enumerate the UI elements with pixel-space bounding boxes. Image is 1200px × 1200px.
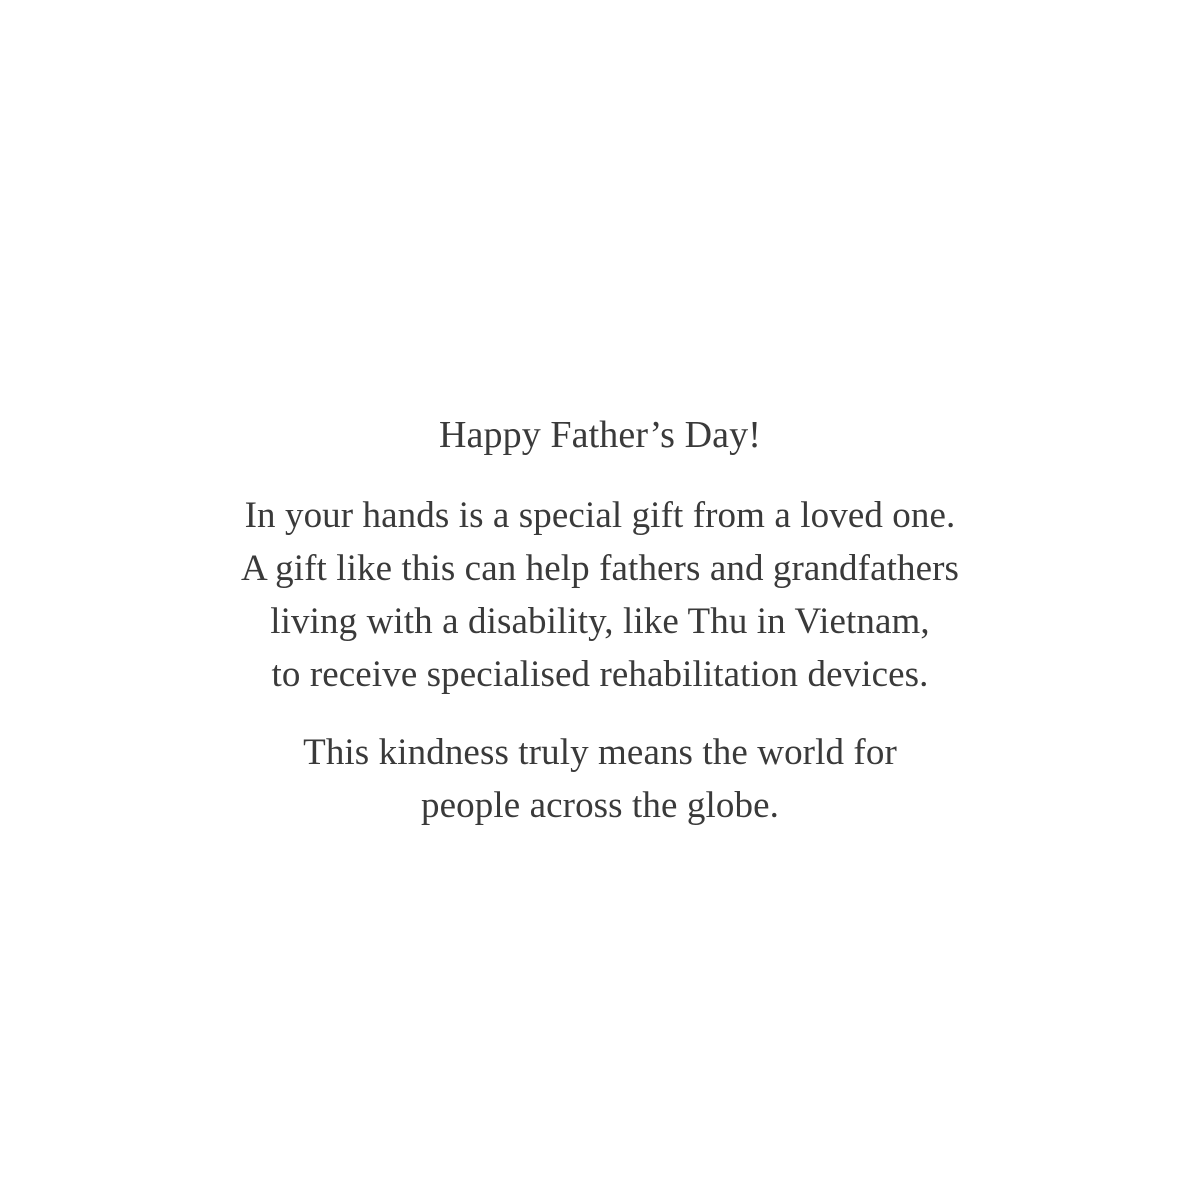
greeting-heading: Happy Father’s Day! — [438, 414, 761, 456]
message-line: to receive specialised rehabilitation devices. — [271, 654, 929, 695]
message-line: people across the globe. — [421, 785, 779, 826]
message-line: living with a disability, like Thu in Vietnam, — [270, 601, 930, 642]
message-line: This kindness truly means the world for — [303, 732, 897, 773]
message-line: In your hands is a special gift from a loved one. — [244, 495, 956, 536]
message-line: A gift like this can help fathers and grandfathers — [240, 548, 960, 589]
